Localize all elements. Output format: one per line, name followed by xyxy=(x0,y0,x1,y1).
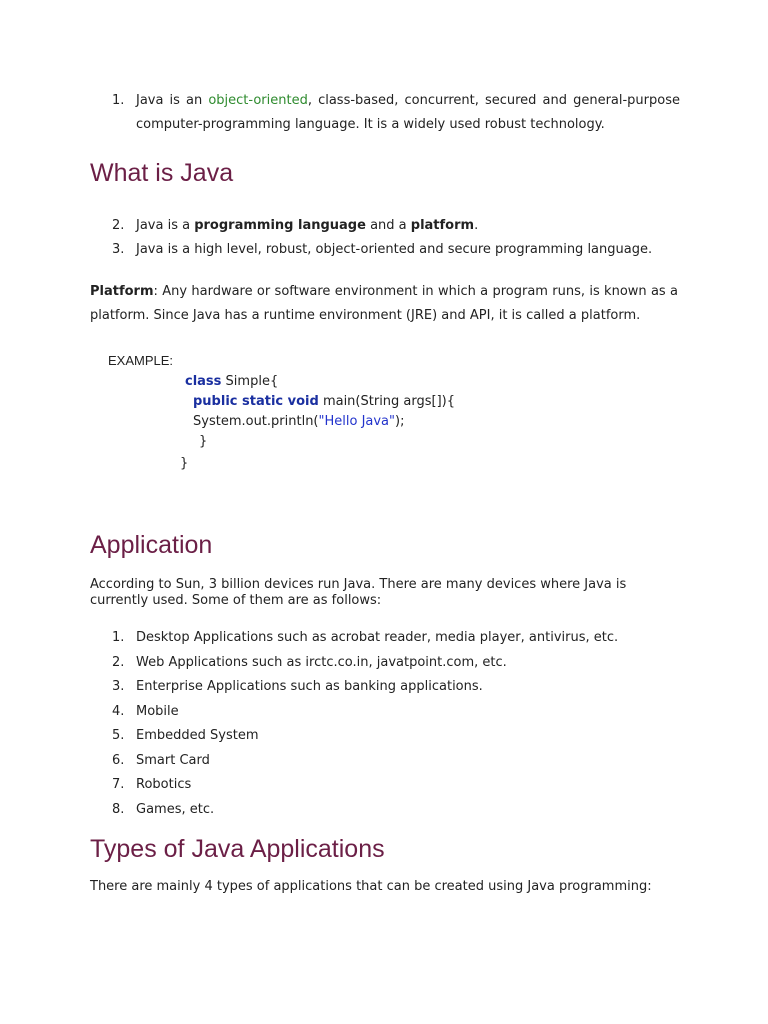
item-text: Java is a xyxy=(136,218,195,233)
platform-definition: : Any hardware or software environment in which a program runs, is known as a platform. Since Java has a runtime environment (JRE) and API, it is called a platform. xyxy=(90,284,678,323)
code-text: System.out.println( xyxy=(193,414,319,429)
code-line-2 xyxy=(193,392,455,412)
list-item xyxy=(90,773,680,798)
list-item xyxy=(90,724,680,749)
list-item xyxy=(90,214,680,238)
item-text: Java is a high level, robust, object-oriented and secure programming language. xyxy=(136,242,653,257)
list-item xyxy=(90,675,680,700)
list-item xyxy=(90,749,680,774)
code-text: ); xyxy=(395,414,405,429)
item-text: Smart Card xyxy=(136,752,210,768)
list-number: 6. xyxy=(112,752,125,768)
code-string: "Hello Java" xyxy=(318,414,396,429)
list-item xyxy=(90,798,680,823)
list-item xyxy=(90,238,680,262)
code-line-4: } xyxy=(199,434,208,449)
item-text: and a xyxy=(365,218,411,233)
list-item xyxy=(90,626,680,651)
intro-text-before: Java is an xyxy=(136,93,209,108)
heading-application: Application xyxy=(90,531,213,559)
code-line-5: } xyxy=(180,456,189,471)
heading-types-of-java-applications: Types of Java Applications xyxy=(90,835,385,863)
code-keyword: class xyxy=(185,374,222,389)
code-line-1 xyxy=(185,372,278,392)
item-text: . xyxy=(474,218,479,233)
list-item xyxy=(90,89,680,137)
list-number: 7. xyxy=(112,777,125,792)
code-line-3 xyxy=(193,412,404,432)
list-item xyxy=(90,700,680,725)
code-text: Simple{ xyxy=(221,374,279,389)
item-text: Robotics xyxy=(136,777,192,792)
item-text: Web Applications such as irctc.co.in, javatpoint.com, etc. xyxy=(136,654,507,670)
item-text: Embedded System xyxy=(136,728,259,743)
list-number: 3. xyxy=(112,242,125,257)
example-label: EXAMPLE: xyxy=(108,353,174,368)
types-intro: There are mainly 4 types of applications that can be created using Java programming: xyxy=(90,879,652,894)
code-text: main(String args[]){ xyxy=(318,394,456,409)
list-number: 2. xyxy=(112,218,125,233)
item-text: Desktop Applications such as acrobat reader, media player, antivirus, etc. xyxy=(136,630,619,645)
heading-what-is-java: What is Java xyxy=(90,159,234,187)
list-item xyxy=(90,651,680,676)
item-text: Games, etc. xyxy=(136,801,215,817)
what-is-java-list xyxy=(90,214,680,262)
application-list xyxy=(90,626,680,822)
intro-text-after: , class-based, concurrent, secured and general-purpose computer-programming language. It is a widely used robust technology. xyxy=(136,93,680,132)
bold-programming-language: programming language xyxy=(194,218,366,233)
list-number: 1. xyxy=(112,630,125,645)
platform-paragraph xyxy=(90,280,678,328)
item-text: Mobile xyxy=(136,703,179,719)
list-number: 1. xyxy=(112,93,125,108)
object-oriented-link[interactable]: object-oriented xyxy=(208,93,308,108)
intro-list xyxy=(90,89,680,137)
platform-term: Platform xyxy=(90,284,154,299)
list-number: 2. xyxy=(112,654,125,670)
item-text: Enterprise Applications such as banking applications. xyxy=(136,679,483,694)
list-number: 3. xyxy=(112,679,125,694)
list-number: 8. xyxy=(112,801,125,817)
bold-platform: platform xyxy=(410,218,475,233)
application-intro: According to Sun, 3 billion devices run Java. There are many devices where Java is currently used. Some of them are as follows: xyxy=(90,577,627,608)
list-number: 5. xyxy=(112,728,125,743)
code-keyword: public static void xyxy=(193,394,319,409)
list-number: 4. xyxy=(112,703,125,719)
